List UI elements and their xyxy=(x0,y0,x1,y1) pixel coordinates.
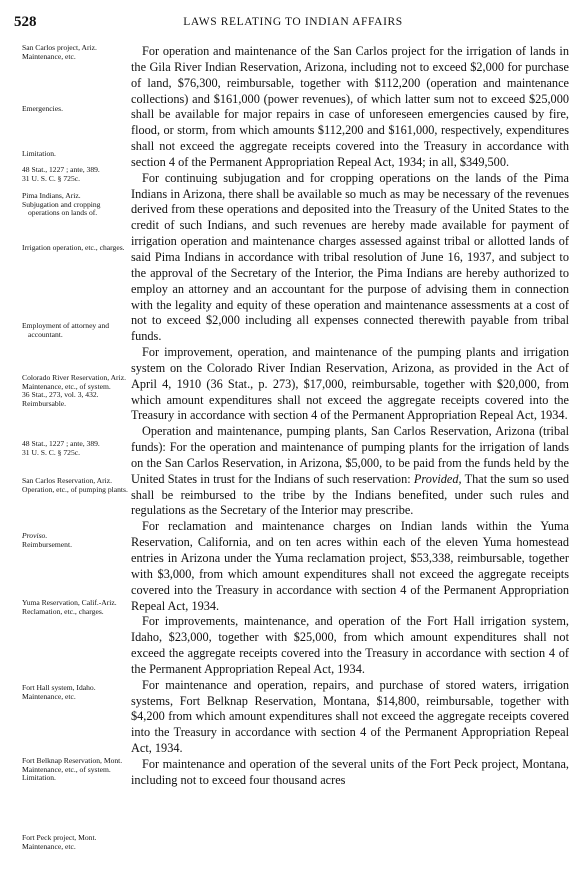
margin-note-line: Subjugation and cropping operations on lands of. xyxy=(22,199,101,218)
margin-note-line: 31 U. S. C. § 725c. xyxy=(22,173,81,183)
margin-note xyxy=(22,166,128,183)
paragraph-fort-peck: For maintenance and operation of the several units of the Fort Peck project, Montana, including not to exceed four thousand acres xyxy=(131,756,569,787)
paragraph-yuma: For reclamation and maintenance charges on Indian lands within the Yuma Reservation, California, and on ten acres within each of the eleven Yuma homestead entries in Arizona under the Yuma reclamation project, $53,338, reimbursable, together with $3,000, from which amount expenditures shall not exceed the aggregate receipts covered into the Treasury in accordance with section 4 of the Permanent Appropriation Repeal Act, 1934. xyxy=(131,519,569,613)
margin-note-line: 36 Stat., 273, vol. 3, 432. xyxy=(22,390,99,400)
margin-note-line: 48 Stat., 1227 ; ante, 389. xyxy=(22,165,100,174)
margin-note-line: San Carlos Reservation, Ariz. xyxy=(22,476,113,485)
margin-note xyxy=(22,684,128,701)
margin-note-line: Irrigation operation, etc., charges. xyxy=(22,243,125,252)
margin-note-line: Fort Belknap Reservation, Mont. xyxy=(22,756,123,765)
margin-note-line: 48 Stat., 1227 ; ante, 389. xyxy=(22,439,100,448)
margin-note xyxy=(22,599,128,616)
margin-note-line: Maintenance, etc. xyxy=(22,51,76,61)
margin-note-line: Fort Hall system, Idaho. xyxy=(22,683,96,692)
paragraph-fort-hall: For improvements, maintenance, and operation of the Fort Hall irrigation system, Idaho, $23,000, together with $25,000, from which amount expenditures shall not exceed the aggregate receipts covered into the Treasury in accordance with section 4 of the Permanent Appropriation Repeal Act, 1934. xyxy=(131,614,569,676)
margin-note-line: Reimbursable. xyxy=(22,398,67,408)
margin-note-line: Maintenance, etc. xyxy=(22,691,76,701)
margin-note xyxy=(22,150,128,159)
margin-note-line: Reimbursement. xyxy=(22,539,72,549)
paragraph-san-carlos-project: For operation and maintenance of the San Carlos project for the irrigation of lands in the Gila River Indian Reservation, Arizona, including not to exceed $2,000 for purchase of land, $76,300, reimbursable, together with $112,200 (operation and maintenance collections) and $161,000 (power revenues), of which latter sum not to exceed $25,000 shall be available for major repairs in case of unforeseen emergencies caused by fire, flood, or storm, from which amounts $112,200 and $161,000, respectively, expenditures shall not exceed the aggregate receipts covered into the Treasury in accordance with section 4 of the Permanent Appropriation Repeal Act, 1934; in all, $349,500. xyxy=(131,44,569,169)
margin-note xyxy=(22,322,128,339)
margin-note-line: Colorado River Reservation, Ariz. xyxy=(22,373,126,382)
paragraph-colorado-river: For improvement, operation, and maintenance of the pumping plants and irrigation system on the Colorado River Indian Reservation, Arizona, as provided in the Act of April 4, 1910 (36 Stat., p. 273), $17,000, reimbursable, together with $20,000, from which amount expenditures shall not exceed the aggregate receipts covered into the Treasury in accordance with section 4 of the Permanent Appropriation Repeal Act, 1934. xyxy=(131,345,569,423)
margin-note xyxy=(22,757,128,783)
margin-note-line: Operation, etc., of pumping plants. xyxy=(22,484,128,494)
margin-note xyxy=(22,834,128,851)
margin-note xyxy=(22,192,128,218)
proviso-word: Provided, xyxy=(413,471,462,486)
margin-note-line: Yuma Reservation, Calif.-Ariz. xyxy=(22,598,117,607)
margin-note-line: Maintenance, etc., of system. xyxy=(22,381,111,391)
margin-note xyxy=(22,477,128,494)
running-head: LAWS RELATING TO INDIAN AFFAIRS xyxy=(183,16,403,28)
paragraph-text: Operation and maintenance, pumping plants, San Carlos Reservation, Arizona (tribal funds): For the operation and maintenance of pumping plants for the irrigation of lands on the San Carlos Reservation, in Arizona, $5,000, to be paid from the funds held by the United States in trust for the Indians of such reservation: xyxy=(131,424,569,486)
body-text xyxy=(131,44,569,874)
paragraph-fort-belknap: For maintenance and operation, repairs, and purchase of stored waters, irrigation systems, Fort Belknap Reservation, Montana, $14,800, reimbursable, together with $4,200 from which amount expenditures shall not exceed the aggregate receipts covered into the Treasury in accordance with section 4 of the Permanent Appropriation Repeal Act, 1934. xyxy=(131,677,569,756)
margin-note xyxy=(22,440,128,457)
paragraph-san-carlos-pumping xyxy=(131,424,569,519)
margin-note xyxy=(22,244,128,253)
margin-note xyxy=(22,532,128,549)
paragraph-text-after: That the sum so used shall be reimbursed to the tribe by the Indians benefited, under such rules and regulations as the Secretary of the Interior may prescribe. xyxy=(131,471,569,518)
margin-note xyxy=(22,44,128,61)
margin-note xyxy=(22,105,128,114)
page-number: 528 xyxy=(14,14,37,30)
margin-note-line: Reclamation, etc., charges. xyxy=(22,606,104,616)
margin-note-line: Employment of attorney and accountant. xyxy=(22,321,110,339)
margin-note xyxy=(22,374,128,408)
margin-note-line: Emergencies. xyxy=(22,104,63,113)
paragraph-pima-indians: For continuing subjugation and for cropping operations on the lands of the Pima Indians in Arizona, there shall be available so much as may be necessary of the revenues derived from these operations and deposited into the Treasury of the United States to the credit of such Indians, and such revenues are hereby made available for payment of irrigation operation and maintenance charges assessed against tribal or allotted lands of said Pima Indians in accordance with tribal resolution of June 16, 1937, and subject to the approval of the Secretary of the Interior, the Pima Indians are hereby authorized to employ an attorney and an accountant for the purpose of advising them in connection with the legality and equity of these operation and maintenance assessments at a cost of not to exceed $2,000 including all expenses connected therewith payable from tribal funds. xyxy=(131,170,569,344)
margin-note-line: Pima Indians, Ariz. xyxy=(22,191,81,200)
margin-note-line: 31 U. S. C. § 725c. xyxy=(22,447,81,457)
page-header xyxy=(14,14,572,32)
margin-note-line: Proviso. xyxy=(22,531,48,540)
margin-note-line: Limitation. xyxy=(22,149,56,158)
margin-note-line: Maintenance, etc. xyxy=(22,841,76,851)
margin-note-line: Fort Peck project, Mont. xyxy=(22,833,97,842)
margin-note-line: San Carlos project, Ariz. xyxy=(22,43,97,52)
margin-note-line: Maintenance, etc., of system. xyxy=(22,764,111,774)
margin-note-line: Limitation. xyxy=(22,773,56,783)
